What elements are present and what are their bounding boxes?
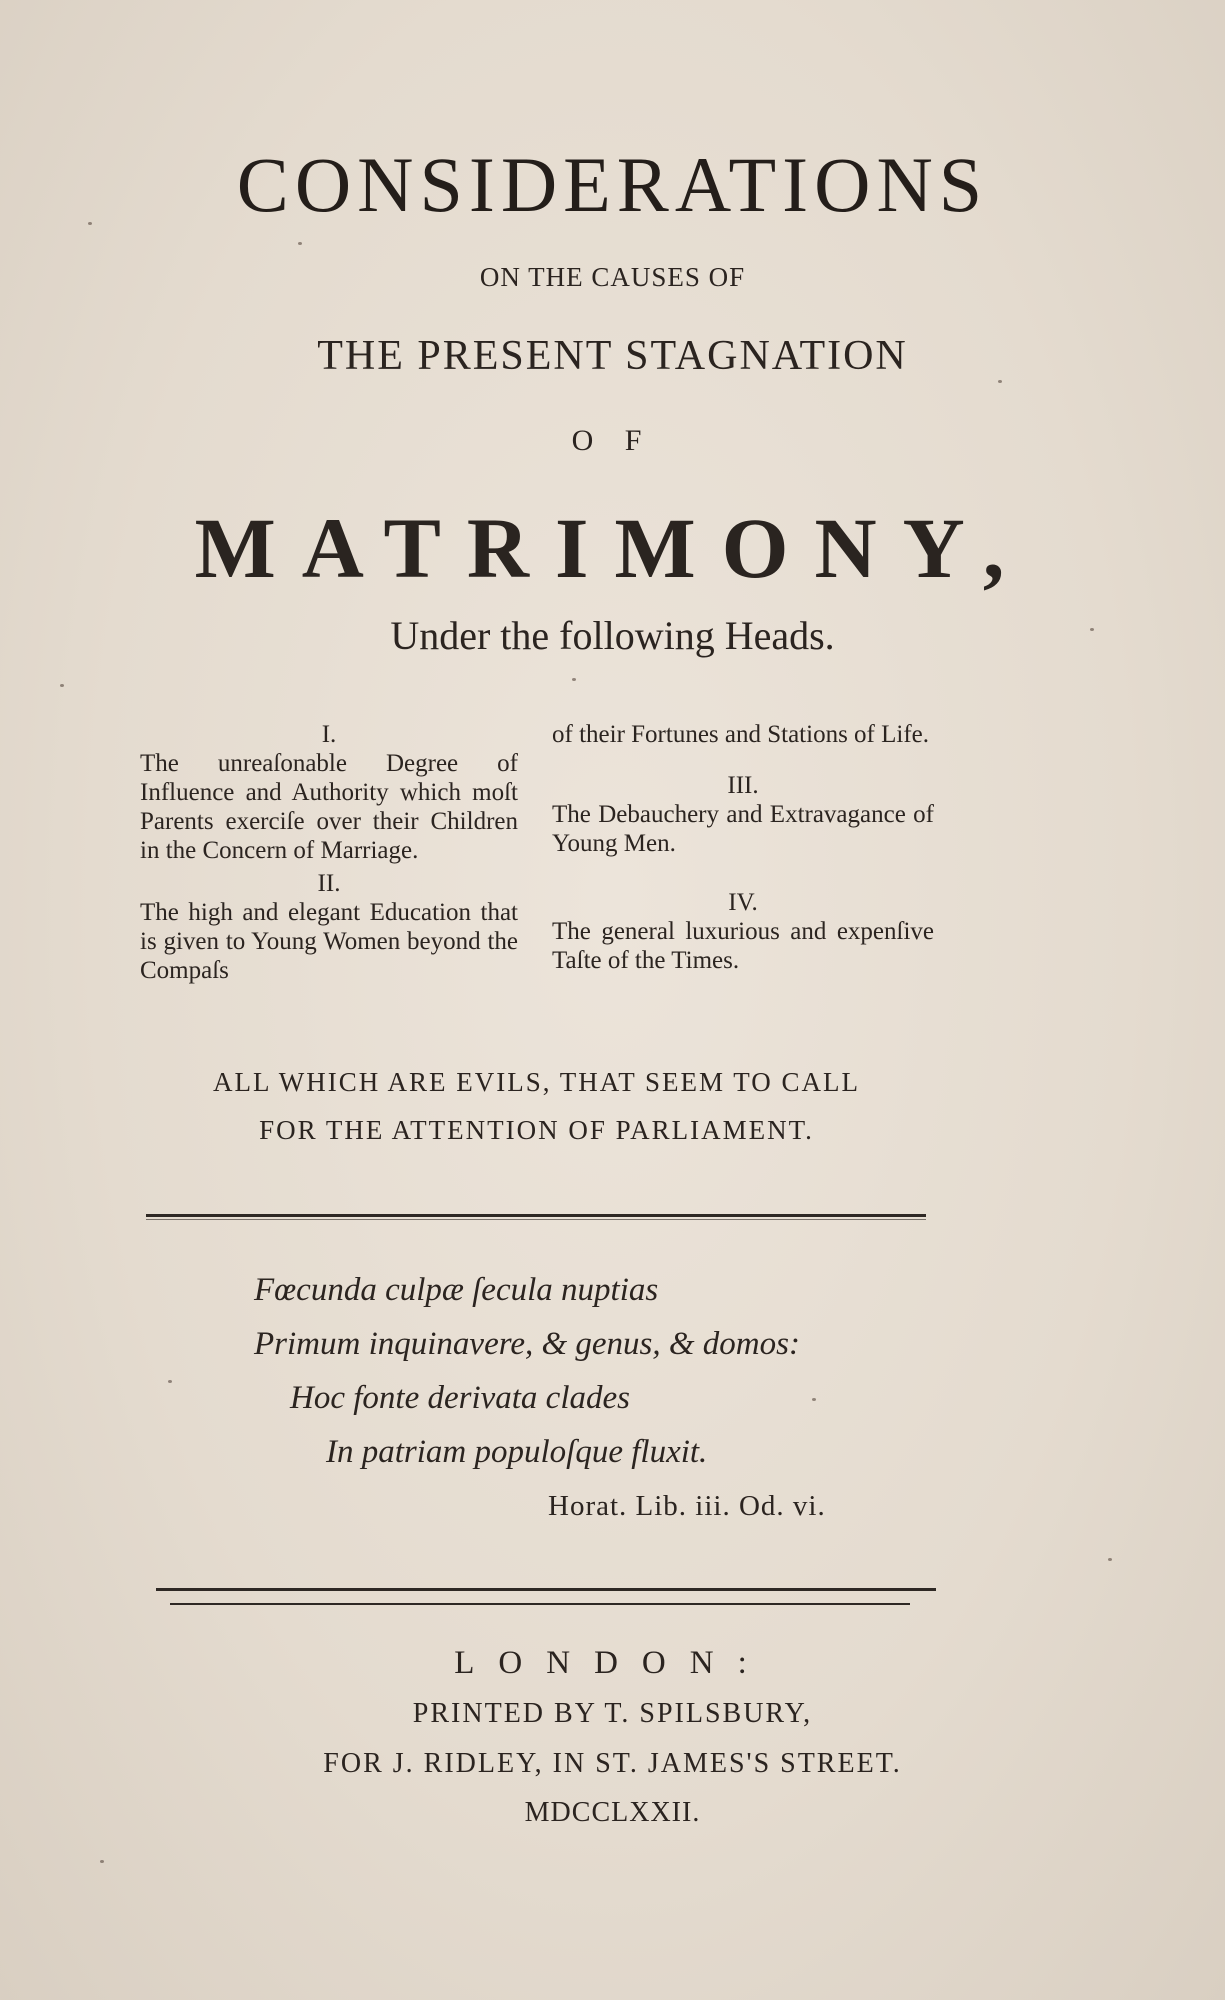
- head-numeral: I.: [321, 721, 337, 748]
- epigraph-line: Fœcunda culpæ ſecula nuptias: [254, 1272, 659, 1308]
- paper-speck: [168, 1380, 172, 1383]
- title-on-the-causes: ON THE CAUSES OF: [479, 262, 746, 292]
- title-under-heads: Under the following Heads.: [390, 613, 835, 658]
- evils-line: FOR THE ATTENTION OF PARLIAMENT.: [259, 1115, 814, 1145]
- head-text: The Debauchery and Extravagance of Young Men.: [552, 801, 934, 857]
- imprint-city: LONDON:: [454, 1645, 771, 1681]
- imprint-printer: PRINTED BY T. SPILSBURY,: [412, 1698, 813, 1729]
- head-continuation: of their Fortunes and Stations of Life.: [552, 721, 930, 748]
- divider-rule: [146, 1214, 926, 1217]
- head-text: The unreaſonable Degree of Influence and Authority which moſt Parents exerciſe over their Children in the Concern of Marriage.: [140, 750, 518, 864]
- head-text: The general luxurious and expenſive Taſte of the Times.: [552, 918, 934, 974]
- title-considerations: CONSIDERATIONS: [236, 141, 989, 228]
- title-of: O F: [571, 424, 654, 457]
- paper-speck: [1108, 1558, 1112, 1561]
- head-numeral: IV.: [728, 889, 758, 916]
- paper-speck: [100, 1860, 104, 1863]
- epigraph-line: In patriam populoſque fluxit.: [326, 1434, 708, 1470]
- heads-right-column: [552, 720, 934, 975]
- head-numeral: II.: [317, 870, 341, 897]
- epigraph-attribution: Horat. Lib. iii. Od. vi.: [548, 1490, 826, 1522]
- divider-rule: [146, 1219, 926, 1220]
- paper-speck: [812, 1398, 816, 1401]
- imprint-year: MDCCLXXII.: [524, 1797, 701, 1828]
- epigraph-line: Hoc fonte derivata clades: [290, 1380, 630, 1416]
- divider-rule: [170, 1603, 910, 1605]
- paper-speck: [298, 242, 302, 245]
- evils-statement: [140, 1058, 933, 1154]
- paper-speck: [998, 380, 1002, 383]
- epigraph-line: Primum inquinavere, & genus, & domos:: [254, 1326, 800, 1362]
- head-text: The high and elegant Education that is given to Young Women beyond the Compaſs: [140, 899, 518, 984]
- head-numeral: III.: [727, 772, 759, 799]
- evils-line: ALL WHICH ARE EVILS, THAT SEEM TO CALL: [212, 1067, 860, 1097]
- heads-left-column: [140, 720, 518, 985]
- paper-speck: [572, 678, 576, 681]
- title-matrimony: MATRIMONY,: [194, 500, 1031, 596]
- paper-speck: [60, 684, 64, 687]
- title-present-stagnation: THE PRESENT STAGNATION: [317, 333, 908, 379]
- imprint-publisher: FOR J. RIDLEY, IN ST. JAMES'S STREET.: [323, 1748, 902, 1779]
- divider-rule: [156, 1588, 936, 1591]
